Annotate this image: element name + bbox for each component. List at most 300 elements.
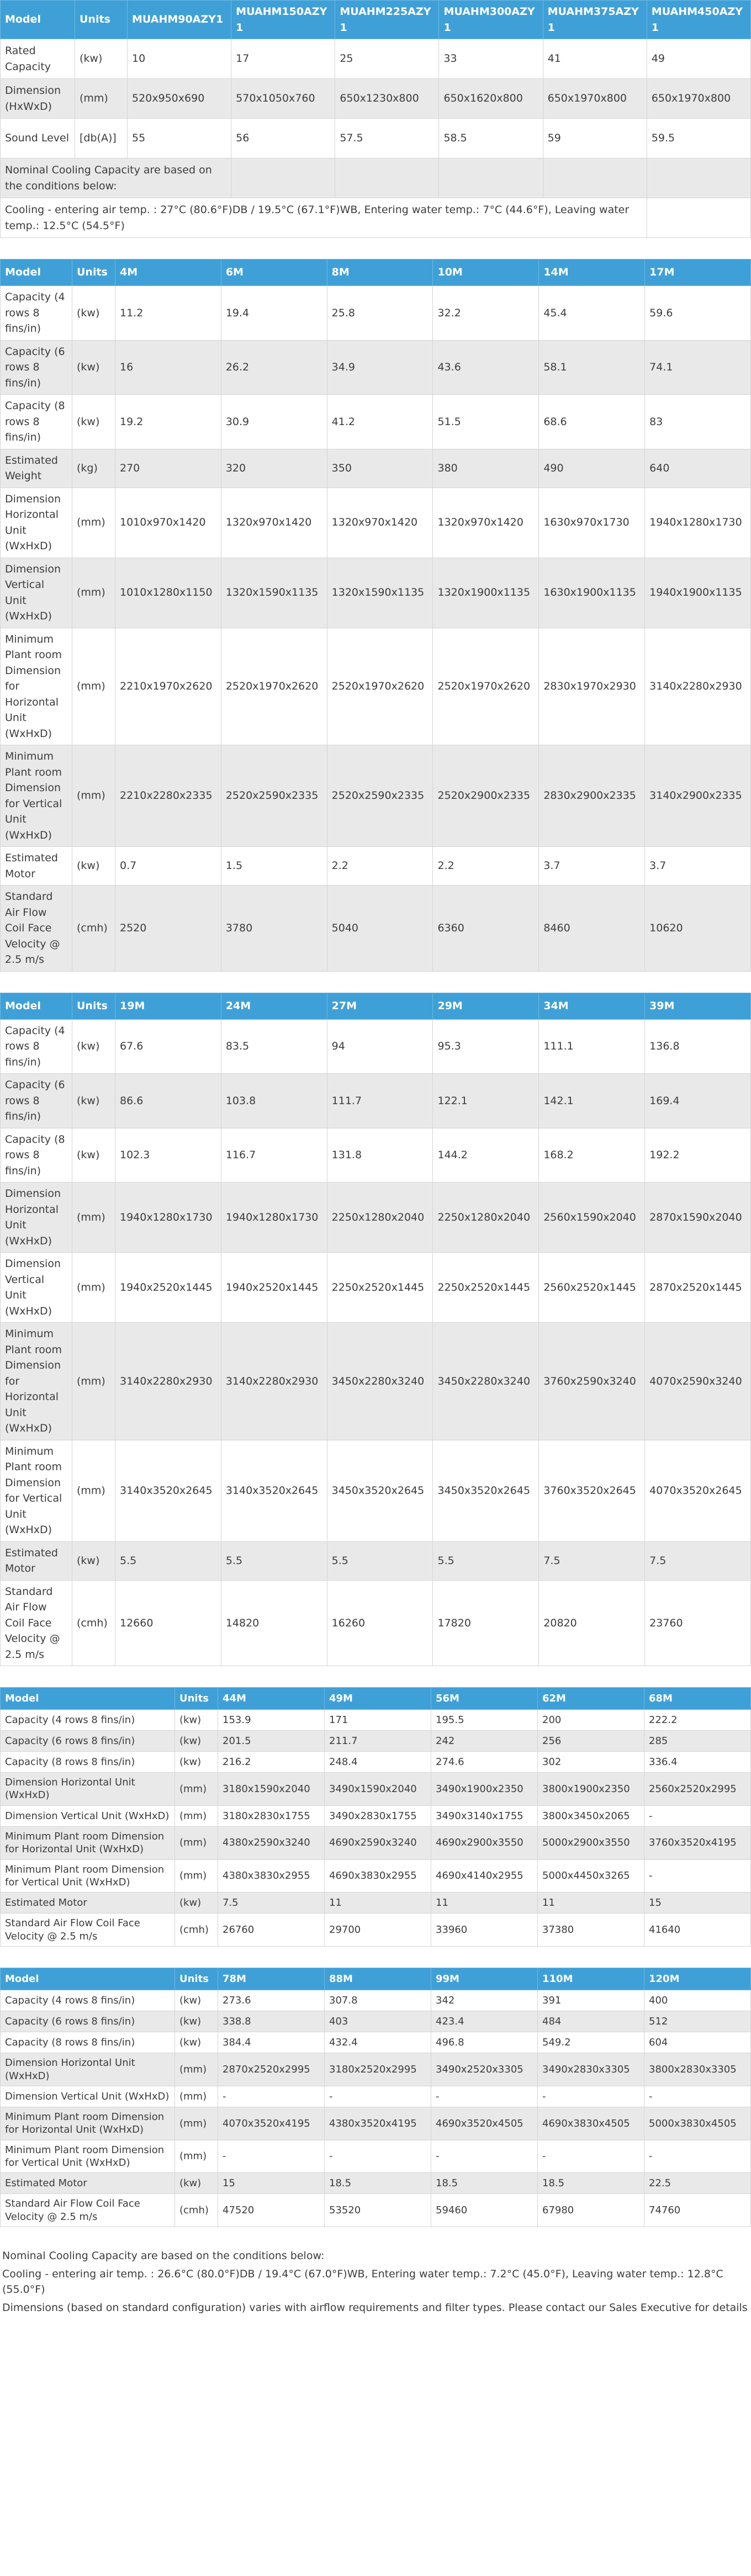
table-cell <box>647 198 750 238</box>
column-header: Units <box>72 259 115 286</box>
note-conditions: Cooling - entering air temp. : 26.6°C (80.0°F)DB / 19.4°C (67.0°F)WB, Entering water temp.: 7.2°C (45.0°F), Leaving water temp.: 12.8°C (55.0°F) <box>2 2267 723 2296</box>
table-cell: 274.6 <box>431 1752 538 1773</box>
table-row <box>1 198 751 238</box>
table-row <box>1 286 751 341</box>
table-cell: 3490x1900x2350 <box>431 1773 538 1806</box>
table-row <box>1 1541 751 1580</box>
table-cell: 1940x2520x1445 <box>115 1253 221 1323</box>
table-cell: 33960 <box>431 1914 538 1947</box>
table-cell: 1320x1590x1135 <box>221 558 327 628</box>
table-cell: 16260 <box>327 1580 433 1666</box>
table-cell: 2870x2520x1445 <box>645 1253 751 1323</box>
table-cell: 604 <box>644 2032 751 2053</box>
table-cell: 1940x1280x1730 <box>115 1183 221 1253</box>
row-label: Sound Level <box>1 119 75 158</box>
table-cell: 4690x4140x2955 <box>431 1859 538 1893</box>
unit-cell: (kw) <box>175 1893 218 1914</box>
unit-cell: (mm) <box>72 1183 115 1253</box>
table-cell: 3760x3520x2645 <box>539 1440 645 1541</box>
column-header: 120M <box>644 1968 751 1990</box>
table-cell: 51.5 <box>433 395 539 449</box>
unit-cell: (kw) <box>72 847 115 886</box>
table-cell: 1320x970x1420 <box>221 487 327 558</box>
row-label: Capacity (6 rows 8 fins/in) <box>1 1731 175 1752</box>
table-cell: 7.5 <box>539 1541 645 1580</box>
table-cell: 94 <box>327 1019 433 1074</box>
table-cell: 102.3 <box>115 1128 221 1183</box>
table-cell: 4070x3520x2645 <box>645 1440 751 1541</box>
table-cell: 17 <box>231 39 335 79</box>
table-cell: 423.4 <box>431 2011 538 2032</box>
row-label: Capacity (4 rows 8 fins/in) <box>1 1019 72 1074</box>
table-cell: 74760 <box>644 2194 751 2227</box>
unit-cell: (cmh) <box>72 1580 115 1666</box>
unit-cell: (kw) <box>72 1541 115 1580</box>
table-cell: 285 <box>644 1731 751 1752</box>
row-label: Estimated Motor <box>1 2173 175 2194</box>
table-cell: 270 <box>115 449 221 487</box>
column-header: MUAHM375AZY1 <box>543 1 647 39</box>
row-label: Dimension Vertical Unit (WxHxD) <box>1 2086 175 2107</box>
table-cell: 41640 <box>644 1914 751 1947</box>
column-header: 88M <box>325 1968 431 1990</box>
unit-cell: (mm) <box>175 1805 218 1826</box>
unit-cell: (mm) <box>175 2086 218 2107</box>
table-cell: 3140x3520x2645 <box>221 1440 327 1541</box>
column-header: MUAHM450AZY1 <box>647 1 750 39</box>
table-cell: 86.6 <box>115 1074 221 1128</box>
table-cell <box>439 158 543 198</box>
table-cell: 4690x2900x3550 <box>431 1826 538 1859</box>
row-label: Capacity (4 rows 8 fins/in) <box>1 286 72 341</box>
table-cell: 83.5 <box>221 1019 327 1074</box>
table-cell: 3800x3450x2065 <box>538 1805 644 1826</box>
table-cell: 2560x1590x2040 <box>539 1183 645 1253</box>
table-cell: 3450x2280x3240 <box>433 1323 539 1440</box>
table-cell: 650x1970x800 <box>647 79 750 119</box>
table-row <box>1 628 751 745</box>
row-label: Dimension Horizontal Unit (WxHxD) <box>1 1183 72 1253</box>
unit-cell: (kw) <box>72 1074 115 1128</box>
table-cell: - <box>644 2140 751 2173</box>
unit-cell: (kw) <box>175 2032 218 2053</box>
table-cell: 201.5 <box>218 1731 325 1752</box>
table-row <box>1 340 751 395</box>
table-cell: 22.5 <box>644 2173 751 2194</box>
unit-cell: (cmh) <box>72 886 115 972</box>
table-cell: 2830x2900x2335 <box>539 745 645 847</box>
column-header: 24M <box>221 993 327 1019</box>
table-cell: 59 <box>543 119 647 158</box>
table-cell: 2560x2520x2995 <box>644 1773 751 1806</box>
column-header: 49M <box>325 1688 431 1710</box>
table-cell: 2250x2520x1445 <box>433 1253 539 1323</box>
table-row <box>1 119 751 158</box>
table-cell: 3760x3520x4195 <box>644 1826 751 1859</box>
table-cell: 0.7 <box>115 847 221 886</box>
table-cell: - <box>431 2140 538 2173</box>
table-cell: 103.8 <box>221 1074 327 1128</box>
table-cell: 302 <box>538 1752 644 1773</box>
column-header: Model <box>1 993 72 1019</box>
table-cell: 1630x1900x1135 <box>539 558 645 628</box>
row-label: Rated Capacity <box>1 39 75 79</box>
unit-cell: (mm) <box>72 487 115 558</box>
table-cell: 59460 <box>431 2194 538 2227</box>
table-cell: 2.2 <box>433 847 539 886</box>
table-cell: 59.5 <box>647 119 750 158</box>
table-cell: 5.5 <box>221 1541 327 1580</box>
table-cell: 122.1 <box>433 1074 539 1128</box>
row-label: Dimension Horizontal Unit (WxHxD) <box>1 2053 175 2086</box>
table-row <box>1 1580 751 1666</box>
unit-cell: (kw) <box>72 395 115 449</box>
unit-cell: (mm) <box>175 2107 218 2140</box>
table-cell: 350 <box>327 449 433 487</box>
table-cell: 33 <box>439 39 543 79</box>
notes-section <box>0 2248 751 2315</box>
table-row <box>1 1826 751 1859</box>
table-cell: 15 <box>218 2173 325 2194</box>
table-cell: 2.2 <box>327 847 433 886</box>
table-cell: 2520x1970x2620 <box>327 628 433 745</box>
table-cell: 3490x2830x3305 <box>538 2053 644 2086</box>
unit-cell: (kw) <box>75 39 128 79</box>
table-cell: - <box>644 1859 751 1893</box>
table-cell: 7.5 <box>645 1541 751 1580</box>
unit-cell: (mm) <box>175 1826 218 1859</box>
row-label: Standard Air Flow Coil Face Velocity @ 2.5 m/s <box>1 1914 175 1947</box>
table-cell: 3140x2900x2335 <box>645 745 751 847</box>
column-header: MUAHM300AZY1 <box>439 1 543 39</box>
table-cell: - <box>218 2140 325 2173</box>
table-cell: 3450x3520x2645 <box>433 1440 539 1541</box>
table-cell: - <box>644 2086 751 2107</box>
table-cell: 3.7 <box>645 847 751 886</box>
table-cell: 25 <box>335 39 439 79</box>
row-label: Capacity (4 rows 8 fins/in) <box>1 1990 175 2011</box>
table-cell: 18.5 <box>538 2173 644 2194</box>
table-cell: 2210x2280x2335 <box>115 745 221 847</box>
table-cell: 67.6 <box>115 1019 221 1074</box>
table-cell: 338.8 <box>218 2011 325 2032</box>
table-header-row <box>1 1968 751 1990</box>
row-label: Minimum Plant room Dimension for Vertical Unit (WxHxD) <box>1 1440 72 1541</box>
unit-cell: (kw) <box>175 1752 218 1773</box>
table-cell: 248.4 <box>325 1752 431 1773</box>
column-header: 62M <box>538 1688 644 1710</box>
table-cell: 3450x3520x2645 <box>327 1440 433 1541</box>
table-cell: 57.5 <box>335 119 439 158</box>
row-label: Dimension Vertical Unit (WxHxD) <box>1 558 72 628</box>
table-cell: 59.6 <box>645 286 751 341</box>
column-header: MUAHM90AZY1 <box>128 1 231 39</box>
table-cell: 18.5 <box>431 2173 538 2194</box>
table-row <box>1 2140 751 2173</box>
table-cell: 41 <box>543 39 647 79</box>
unit-cell: (mm) <box>72 1440 115 1541</box>
table-row <box>1 1128 751 1183</box>
table-cell: 380 <box>433 449 539 487</box>
table-cell: 45.4 <box>539 286 645 341</box>
row-label: Capacity (8 rows 8 fins/in) <box>1 1752 175 1773</box>
table-cell: 512 <box>644 2011 751 2032</box>
table-cell: 2250x1280x2040 <box>433 1183 539 1253</box>
row-label: Capacity (8 rows 8 fins/in) <box>1 1128 72 1183</box>
table-cell: 5000x4450x3265 <box>538 1859 644 1893</box>
table-cell: 171 <box>325 1710 431 1731</box>
table-cell: - <box>538 2086 644 2107</box>
table-header-row <box>1 993 751 1019</box>
table-cell <box>647 158 750 198</box>
table-row <box>1 1805 751 1826</box>
unit-cell: (kw) <box>72 286 115 341</box>
note-label-cell: Nominal Cooling Capacity are based on the conditions below: <box>1 158 231 198</box>
table-cell: 23760 <box>645 1580 751 1666</box>
table-cell: 6360 <box>433 886 539 972</box>
unit-cell: (kw) <box>175 2011 218 2032</box>
table-row <box>1 745 751 847</box>
table-row <box>1 449 751 487</box>
note-heading: Nominal Cooling Capacity are based on the conditions below: <box>2 2250 325 2262</box>
row-label: Minimum Plant room Dimension for Horizontal Unit (WxHxD) <box>1 2107 175 2140</box>
table-cell: - <box>325 2086 431 2107</box>
table-cell: 142.1 <box>539 1074 645 1128</box>
table-cell: 242 <box>431 1731 538 1752</box>
table-cell: 3140x2280x2930 <box>645 628 751 745</box>
table-cell: 47520 <box>218 2194 325 2227</box>
table-cell: 11 <box>325 1893 431 1914</box>
table-cell: 1940x1900x1135 <box>645 558 751 628</box>
column-header: 34M <box>539 993 645 1019</box>
table-cell: 384.4 <box>218 2032 325 2053</box>
table-cell: 400 <box>644 1990 751 2011</box>
column-header: 4M <box>115 259 221 286</box>
table-cell: 26.2 <box>221 340 327 395</box>
table-cell: 3760x2590x3240 <box>539 1323 645 1440</box>
table-cell: - <box>644 1805 751 1826</box>
table-cell: 496.8 <box>431 2032 538 2053</box>
spec-table-muahm <box>0 0 751 238</box>
column-header: 8M <box>327 259 433 286</box>
table-cell: 3.7 <box>539 847 645 886</box>
unit-cell: (mm) <box>72 558 115 628</box>
table-header-row <box>1 1 751 39</box>
spec-table-19m-39m <box>0 993 751 1667</box>
table-cell: 3800x2830x3305 <box>644 2053 751 2086</box>
row-label: Estimated Weight <box>1 449 72 487</box>
table-cell: - <box>218 2086 325 2107</box>
table-cell: 2250x1280x2040 <box>327 1183 433 1253</box>
column-header: 39M <box>645 993 751 1019</box>
column-header: 78M <box>218 1968 325 1990</box>
table-cell: 58.5 <box>439 119 543 158</box>
table-cell: 95.3 <box>433 1019 539 1074</box>
table-cell: 3780 <box>221 886 327 972</box>
unit-cell: [db(A)] <box>75 119 128 158</box>
table-row <box>1 1859 751 1893</box>
row-label: Dimension (HxWxD) <box>1 79 75 119</box>
table-cell: 136.8 <box>645 1019 751 1074</box>
table-cell: 41.2 <box>327 395 433 449</box>
column-header: 29M <box>433 993 539 1019</box>
column-header: 110M <box>538 1968 644 1990</box>
table-cell: 5.5 <box>327 1541 433 1580</box>
table-cell: 74.1 <box>645 340 751 395</box>
table-cell: 19.2 <box>115 395 221 449</box>
table-cell: 2520x2590x2335 <box>221 745 327 847</box>
table-cell: 2210x1970x2620 <box>115 628 221 745</box>
column-header: MUAHM225AZY1 <box>335 1 439 39</box>
row-label: Standard Air Flow Coil Face Velocity @ 2.5 m/s <box>1 1580 72 1666</box>
column-header: 19M <box>115 993 221 1019</box>
table-cell: 8460 <box>539 886 645 972</box>
unit-cell: (mm) <box>72 1253 115 1323</box>
row-label: Dimension Vertical Unit (WxHxD) <box>1 1805 175 1826</box>
column-header: Model <box>1 1688 175 1710</box>
row-label: Minimum Plant room Dimension for Horizontal Unit (WxHxD) <box>1 1323 72 1440</box>
table-cell: 7.5 <box>218 1893 325 1914</box>
row-label: Capacity (8 rows 8 fins/in) <box>1 395 72 449</box>
table-cell: 2520x1970x2620 <box>433 628 539 745</box>
table-cell: 2870x2520x2995 <box>218 2053 325 2086</box>
column-header: Units <box>175 1968 218 1990</box>
column-header: Units <box>75 1 128 39</box>
unit-cell: (mm) <box>175 1859 218 1893</box>
table-cell: 549.2 <box>538 2032 644 2053</box>
unit-cell: (mm) <box>75 79 128 119</box>
table-header-row <box>1 259 751 286</box>
table-cell: 4690x3830x4505 <box>538 2107 644 2140</box>
table-cell: 4380x3830x2955 <box>218 1859 325 1893</box>
table-cell: 3180x1590x2040 <box>218 1773 325 1806</box>
table-row <box>1 558 751 628</box>
unit-cell: (mm) <box>72 745 115 847</box>
row-label: Capacity (4 rows 8 fins/in) <box>1 1710 175 1731</box>
table-cell: 67980 <box>538 2194 644 2227</box>
table-cell: 20820 <box>539 1580 645 1666</box>
table-cell: 273.6 <box>218 1990 325 2011</box>
table-cell <box>543 158 647 198</box>
table-cell: 1940x1280x1730 <box>221 1183 327 1253</box>
table-row <box>1 79 751 119</box>
table-cell: 391 <box>538 1990 644 2011</box>
table-cell: 520x950x690 <box>128 79 231 119</box>
table-cell: 200 <box>538 1710 644 1731</box>
column-header: Model <box>1 1968 175 1990</box>
table-cell: 17820 <box>433 1580 539 1666</box>
column-header: MUAHM150AZY1 <box>231 1 335 39</box>
unit-cell: (kw) <box>175 1710 218 1731</box>
table-cell: 4690x3520x4505 <box>431 2107 538 2140</box>
note-text-cell: Cooling - entering air temp. : 27°C (80.6°F)DB / 19.5°C (67.1°F)WB, Entering water temp.: 7°C (44.6°F), Leaving water temp.: 12.5°C (54.5°F) <box>1 198 647 238</box>
table-cell: 4070x3520x4195 <box>218 2107 325 2140</box>
table-cell: 12660 <box>115 1580 221 1666</box>
column-header: 14M <box>539 259 645 286</box>
table-cell: 3180x2520x2995 <box>325 2053 431 2086</box>
table-cell: 37380 <box>538 1914 644 1947</box>
table-cell: 144.2 <box>433 1128 539 1183</box>
table-row <box>1 39 751 79</box>
table-cell: - <box>538 2140 644 2173</box>
table-cell: 3140x3520x2645 <box>115 1440 221 1541</box>
column-header: 56M <box>431 1688 538 1710</box>
row-label: Minimum Plant room Dimension for Horizontal Unit (WxHxD) <box>1 1826 175 1859</box>
table-cell: 3140x2280x2930 <box>115 1323 221 1440</box>
table-cell: 3490x2830x1755 <box>325 1805 431 1826</box>
table-cell: 307.8 <box>325 1990 431 2011</box>
table-cell: 11 <box>431 1893 538 1914</box>
row-label: Minimum Plant room Dimension for Vertical Unit (WxHxD) <box>1 745 72 847</box>
table-row <box>1 2086 751 2107</box>
table-cell: 2870x1590x2040 <box>645 1183 751 1253</box>
row-label: Estimated Motor <box>1 1893 175 1914</box>
table-cell: 650x1230x800 <box>335 79 439 119</box>
table-cell: 169.4 <box>645 1074 751 1128</box>
table-cell: 1320x1590x1135 <box>327 558 433 628</box>
table-row <box>1 847 751 886</box>
unit-cell: (mm) <box>175 1773 218 1806</box>
table-cell: 5.5 <box>115 1541 221 1580</box>
table-cell: 5000x3830x4505 <box>644 2107 751 2140</box>
unit-cell: (kw) <box>175 2173 218 2194</box>
table-cell: 30.9 <box>221 395 327 449</box>
table-cell: 2560x2520x1445 <box>539 1253 645 1323</box>
table-row <box>1 2173 751 2194</box>
table-cell: 68.6 <box>539 395 645 449</box>
table-cell: 256 <box>538 1731 644 1752</box>
column-header: Model <box>1 259 72 286</box>
table-cell: 336.4 <box>644 1752 751 1773</box>
row-label: Estimated Motor <box>1 1541 72 1580</box>
column-header: 10M <box>433 259 539 286</box>
table-cell: 2830x1970x2930 <box>539 628 645 745</box>
table-row <box>1 2107 751 2140</box>
row-label: Minimum Plant room Dimension for Horizontal Unit (WxHxD) <box>1 628 72 745</box>
table-cell: 490 <box>539 449 645 487</box>
table-cell: - <box>325 2140 431 2173</box>
table-cell: 18.5 <box>325 2173 431 2194</box>
table-cell <box>335 158 439 198</box>
table-cell: 650x1620x800 <box>439 79 543 119</box>
table-cell: 153.9 <box>218 1710 325 1731</box>
table-cell: 11 <box>538 1893 644 1914</box>
table-row <box>1 158 751 198</box>
row-label: Estimated Motor <box>1 847 72 886</box>
row-label: Dimension Horizontal Unit (WxHxD) <box>1 487 72 558</box>
row-label: Capacity (6 rows 8 fins/in) <box>1 2011 175 2032</box>
table-cell: 640 <box>645 449 751 487</box>
table-cell: 53520 <box>325 2194 431 2227</box>
table-cell: 131.8 <box>327 1128 433 1183</box>
table-cell: 4380x2590x3240 <box>218 1826 325 1859</box>
table-cell: 5000x2900x3550 <box>538 1826 644 1859</box>
unit-cell: (mm) <box>72 1323 115 1440</box>
table-row <box>1 1752 751 1773</box>
table-row <box>1 1253 751 1323</box>
table-cell: 195.5 <box>431 1710 538 1731</box>
table-cell: 49 <box>647 39 750 79</box>
table-cell: 1940x2520x1445 <box>221 1253 327 1323</box>
row-label: Standard Air Flow Coil Face Velocity @ 2.5 m/s <box>1 886 72 972</box>
table-cell: 3490x2520x3305 <box>431 2053 538 2086</box>
table-cell: 1010x970x1420 <box>115 487 221 558</box>
table-row <box>1 1074 751 1128</box>
column-header: Units <box>175 1688 218 1710</box>
table-cell: 16 <box>115 340 221 395</box>
table-cell: 3450x2280x3240 <box>327 1323 433 1440</box>
row-label: Capacity (8 rows 8 fins/in) <box>1 2032 175 2053</box>
